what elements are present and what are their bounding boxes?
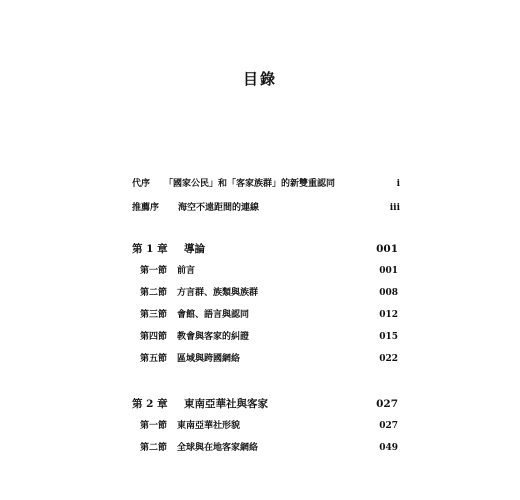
section-label: 第一節: [140, 266, 168, 276]
section-label: 第二節: [140, 443, 168, 453]
toc-section: [140, 440, 398, 456]
section-label: 第四節: [140, 332, 168, 342]
chapter-page-number: 027: [376, 398, 398, 410]
section-page-number: 049: [379, 443, 398, 453]
section-title: 全球與在地客家網絡: [177, 443, 259, 453]
entry-title: 「國家公民」和「客家族群」的新雙重認同: [164, 179, 336, 189]
section-page-number: 022: [379, 354, 398, 364]
section-title: 前言: [177, 266, 196, 276]
toc-section: [140, 329, 398, 345]
chapter-label: 第 2 章: [132, 398, 168, 410]
section-label: 第二節: [140, 288, 168, 298]
section-page-number: 001: [379, 266, 398, 276]
toc-section: [140, 263, 398, 279]
toc-section: [140, 351, 398, 367]
chapter-title: 東南亞華社與客家: [184, 398, 268, 410]
toc-chapter-2: [132, 396, 398, 412]
toc-section: [140, 418, 398, 434]
section-title: 東南亞華社形貌: [177, 421, 241, 431]
entry-page-number: iii: [389, 203, 400, 213]
section-title: 會館、語言與認同: [177, 310, 250, 320]
section-page-number: 027: [379, 421, 398, 431]
chapter-page-number: 001: [376, 243, 398, 255]
section-label: 第三節: [140, 310, 168, 320]
toc-chapter-1: [132, 241, 398, 257]
entry-page-number: i: [396, 179, 400, 189]
toc-section: [140, 307, 398, 323]
entry-title: 海空不遠距間的連線: [178, 203, 260, 213]
section-title: 區域與跨國網絡: [177, 354, 241, 364]
toc-section: [140, 285, 398, 301]
entry-label: 代序: [132, 179, 151, 189]
toc-entry-preface: [132, 176, 400, 192]
chapter-label: 第 1 章: [132, 243, 168, 255]
section-title: 方言群、族類與族群: [177, 288, 259, 298]
section-page-number: 012: [379, 310, 398, 320]
chapter-title: 導論: [184, 243, 205, 255]
section-title: 教會與客家的糾證: [177, 332, 250, 342]
section-page-number: 015: [379, 332, 398, 342]
section-label: 第一節: [140, 421, 168, 431]
toc-entry-foreword: [132, 200, 400, 216]
entry-label: 推薦序: [132, 203, 160, 213]
page-title: 目錄: [242, 70, 277, 88]
section-label: 第五節: [140, 354, 168, 364]
section-page-number: 008: [379, 288, 398, 298]
